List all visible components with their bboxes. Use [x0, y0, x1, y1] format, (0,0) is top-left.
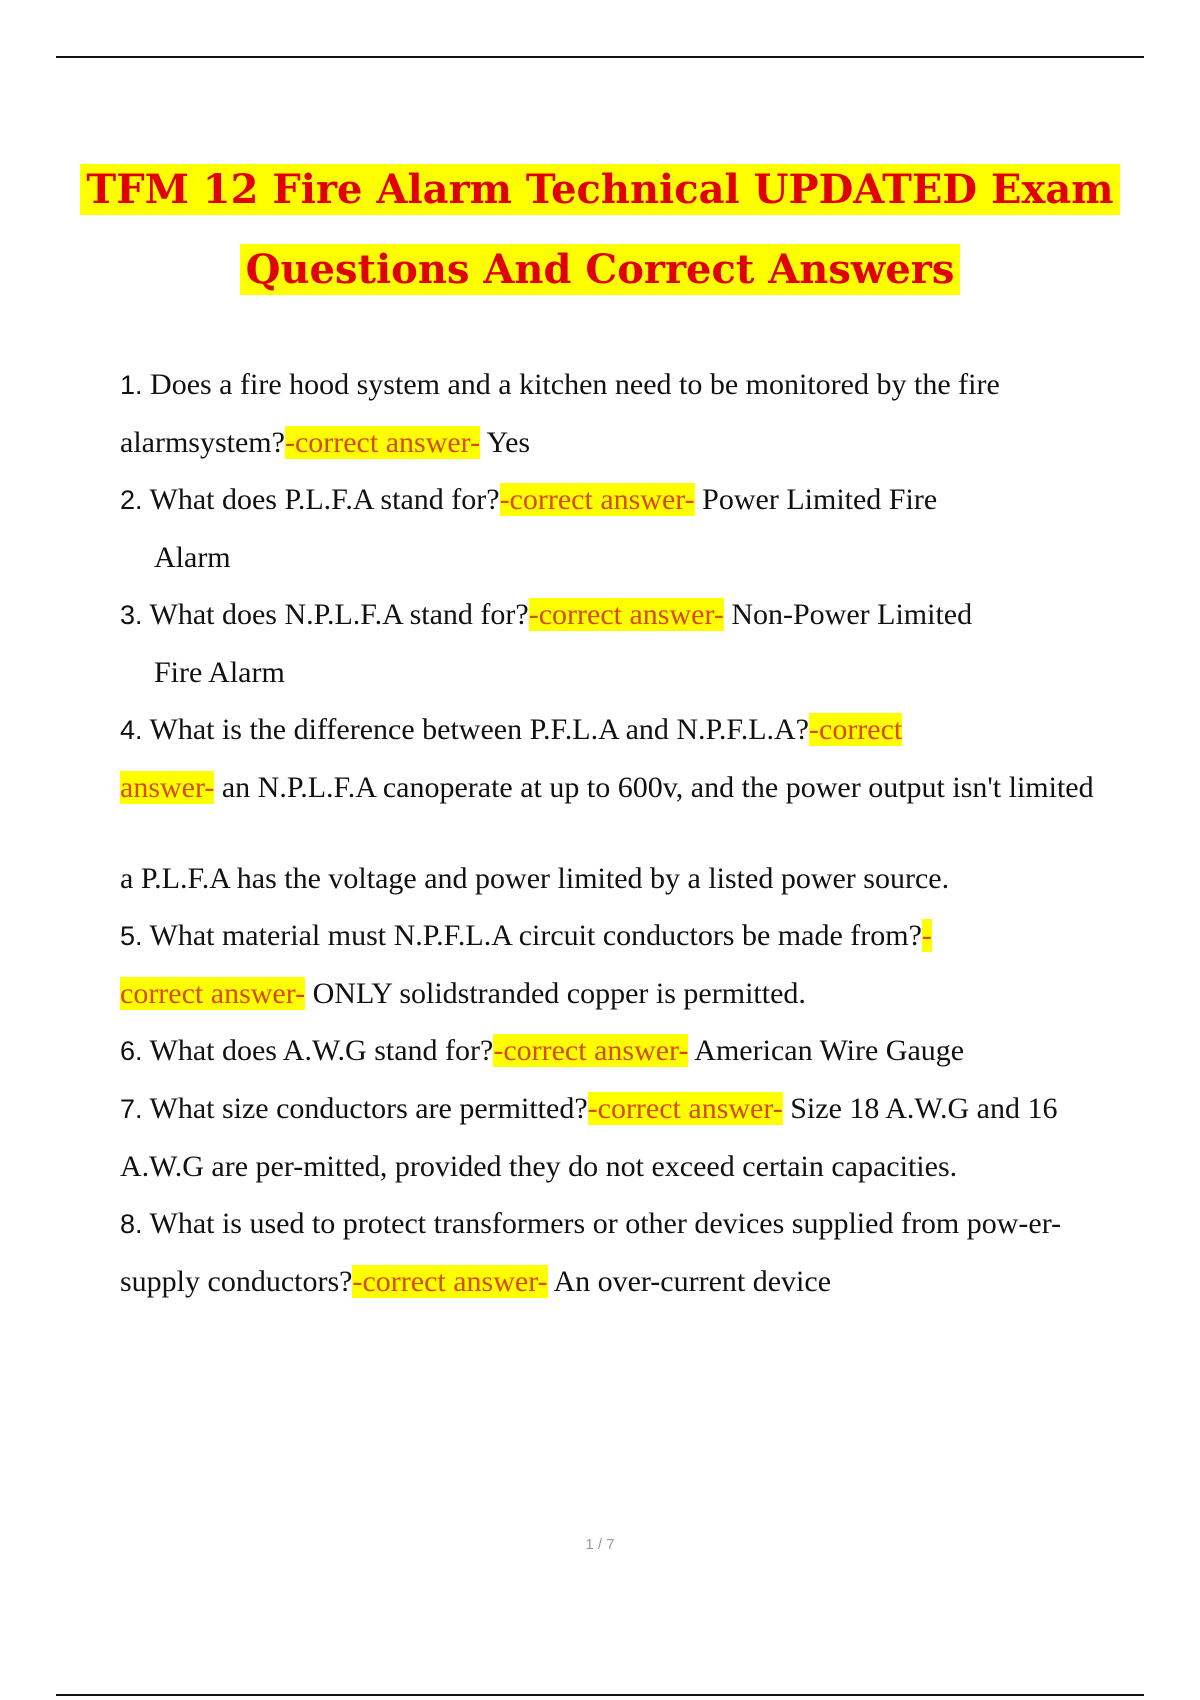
answer-marker: -correct answer- — [284, 426, 481, 459]
question-list — [120, 356, 1100, 1310]
answer-continuation: Alarm — [154, 541, 231, 574]
question-text: What is used to protect transformers or other devices supplied from pow-er-supply conductors? — [120, 1207, 1062, 1298]
question-text: What size conductors are permitted? — [149, 1092, 588, 1125]
answer-extra-text: a P.L.F.A has the voltage and power limited by a listed power source. — [120, 862, 950, 895]
title-line-2: Questions And Correct Answers — [240, 244, 961, 295]
answer-text: Power Limited Fire — [702, 483, 938, 516]
question-7: 7. What size conductors are permitted?-correct answer- Size 18 A.W.G and 16 A.W.G are per-mitted, provided they do not exceed certain capacities. — [120, 1092, 1058, 1183]
title-line-1: TFM 12 Fire Alarm Technical UPDATED Exam — [80, 164, 1119, 215]
answer-text: Size 18 A.W.G and 16 A.W.G are per-mitted, provided they do not exceed certain capacities. — [120, 1092, 1058, 1183]
question-text: What does P.L.F.A stand for? — [149, 483, 500, 516]
question-6: 6. What does A.W.G stand for?-correct answer- American Wire Gauge — [120, 1034, 965, 1067]
answer-marker-part-2: answer- — [120, 771, 215, 804]
answer-text: ONLY solidstranded copper is permitted. — [312, 977, 806, 1010]
page-number: 1 / 7 — [585, 1536, 615, 1553]
answer-marker: -correct answer- — [499, 483, 695, 516]
answer-marker-part-1: - — [921, 919, 932, 952]
question-text: What does A.W.G stand for? — [149, 1034, 494, 1067]
answer-marker: -correct answer- — [528, 598, 724, 631]
question-5: 5. What material must N.P.F.L.A circuit conductors be made from?- correct answer- ONLY solidstranded copper is permitted. — [120, 919, 932, 1010]
answer-marker: -correct answer- — [352, 1265, 548, 1298]
answer-text: Yes — [486, 426, 531, 459]
document-title — [0, 150, 1200, 310]
answer-text: Non-Power Limited — [731, 598, 973, 631]
question-text: What material must N.P.F.L.A circuit conductors be made from? — [149, 919, 922, 952]
answer-marker-part-2: correct answer- — [120, 977, 306, 1010]
top-rule — [56, 56, 1144, 58]
answer-continuation: Fire Alarm — [154, 656, 285, 689]
question-4-extra — [120, 850, 1100, 907]
answer-text: American Wire Gauge — [694, 1034, 965, 1067]
question-3: 3. What does N.P.L.F.A stand for?-correct answer- Non-Power Limited Fire Alarm — [120, 586, 1100, 701]
question-text: Does a fire hood system and a kitchen need to be monitored by the fire alarmsystem? — [120, 368, 1000, 459]
question-4: 4. What is the difference between P.F.L.A and N.P.F.L.A?-correct answer- an N.P.L.F.A canoperate at up to 600v, and the power output isn't limited — [120, 713, 1094, 804]
question-2: 2. What does P.L.F.A stand for?-correct answer- Power Limited Fire Alarm — [120, 471, 1100, 586]
answer-marker-part-1: -correct — [809, 713, 903, 746]
paragraph-gap — [120, 816, 1100, 850]
question-text: What is the difference between P.F.L.A and N.P.F.L.A? — [149, 713, 810, 746]
answer-marker: -correct answer- — [587, 1092, 783, 1125]
bottom-rule — [56, 1694, 1144, 1696]
question-text: What does N.P.L.F.A stand for? — [149, 598, 529, 631]
question-8: 8. What is used to protect transformers or other devices supplied from pow-er-supply conductors?-correct answer- An over-current device — [120, 1207, 1062, 1298]
question-1: 1. Does a fire hood system and a kitchen need to be monitored by the fire alarmsystem?-correct answer- Yes — [120, 368, 1000, 459]
answer-text: An over-current device — [553, 1265, 832, 1298]
answer-text: an N.P.L.F.A canoperate at up to 600v, and the power output isn't limited — [221, 771, 1094, 804]
answer-marker: -correct answer- — [493, 1034, 689, 1067]
